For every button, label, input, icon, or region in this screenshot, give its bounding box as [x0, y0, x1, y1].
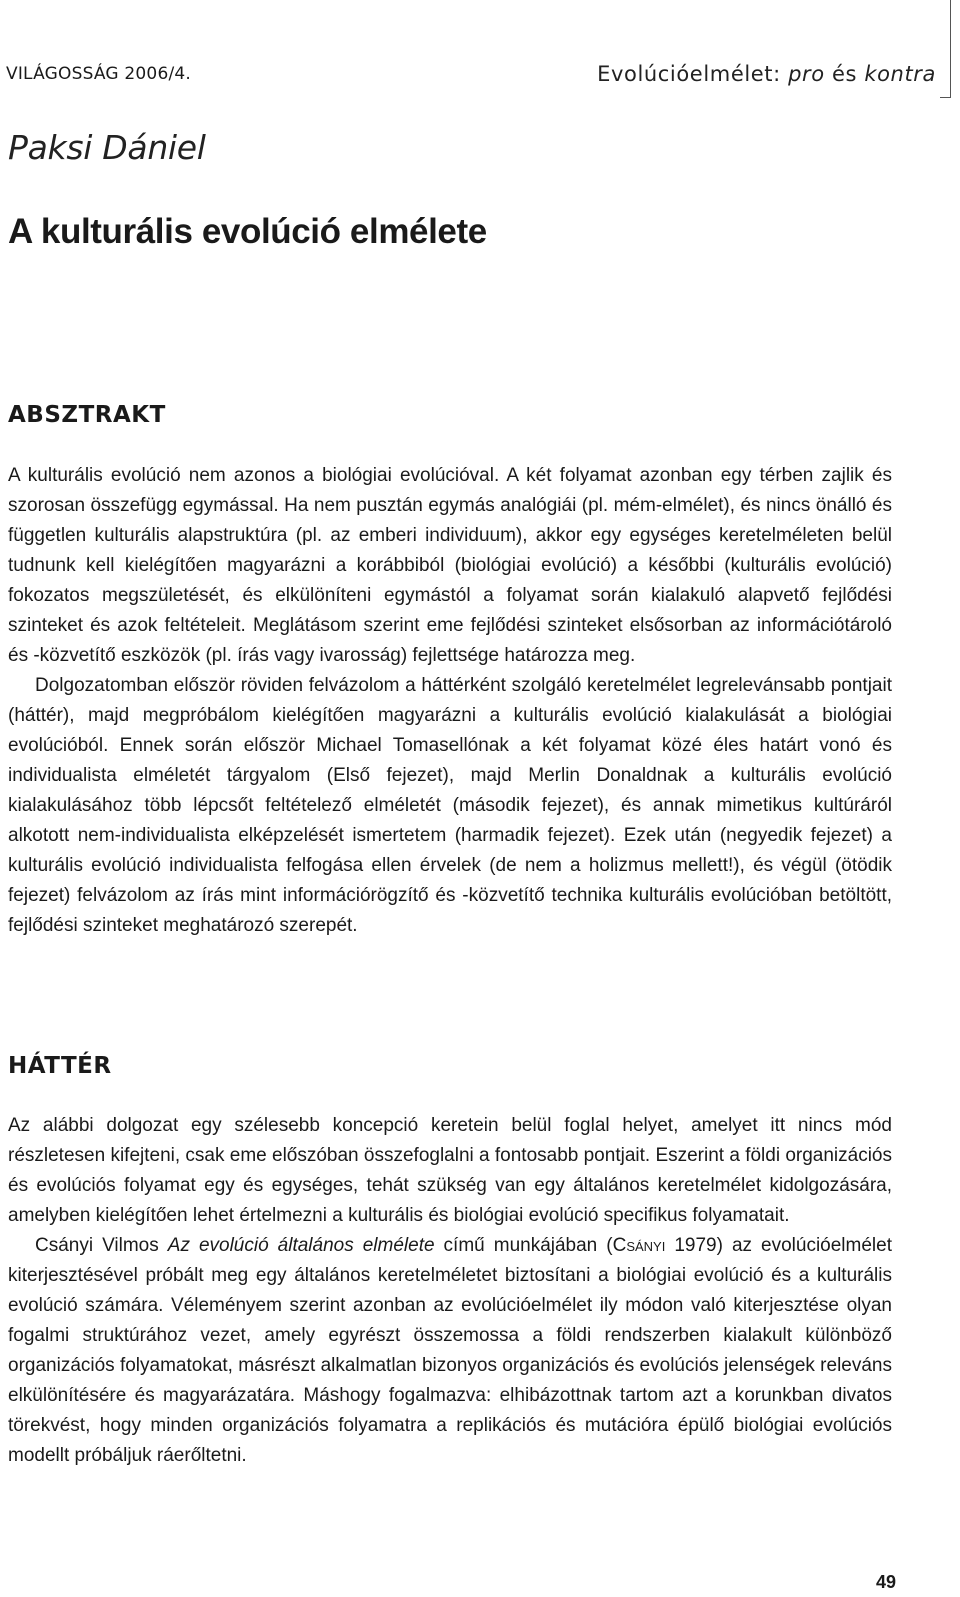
- section-title: [597, 62, 936, 86]
- journal-issue: VILÁGOSSÁG 2006/4.: [6, 64, 192, 84]
- hatter-p2-rest: 1979) az evolúcióelmélet kiterjesztésével próbált meg egy általános keretelméletet biztosítani a biológiai evolúció és a kulturális evolúció számára. Véleményem szerint azonban az evolúcióelmélet ily módon való kiterjesztése olyan fogalmi struktúrához vezet, amely egyrészt összemossa a földi rendszerben kialakult különböző organizációs folyamatokat, másrészt alkalmatlan bizonyos organizációs és evolúciós jelenségek releváns elkülönítésére és magyarázatára. Máshogy fogalmazva: elhibázottnak tartom azt a korunkban divatos törekvést, hogy minden organizációs folyamatra a replikációs és mutációra épülő biológiai evolúciós modellt próbáljuk ráerőltetni.: [8, 1235, 892, 1466]
- hatter-paragraph-1: Az alábbi dolgozat egy szélesebb koncepció keretein belül foglal helyet, amelyet itt nincs mód részletesen kifejteni, csak eme előszóban összefoglalni a fontosabb pontjait. Eszerint a földi organizációs és evolúciós folyamat egy és egységes, tehát szükség van egy általános keretelmélet kidolgozására, amelyben kielégítően lehet értelmezni a kulturális és biológiai evolúció specifikus folyamatait.: [8, 1115, 893, 1226]
- hatter-paragraph-2: [8, 1231, 892, 1471]
- running-header: [0, 0, 960, 100]
- abstract-heading: ABSZTRAKT: [8, 402, 166, 428]
- page-number: 49: [876, 1572, 897, 1592]
- abstract-paragraph-1: A kulturális evolúció nem azonos a biológiai evolúcióval. A két folyamat azonban egy térben zajlik és szorosan összefügg egymással. Ha nem pusztán egymás analógiái (pl. mém-elmélet), és nincs önálló és független kulturális alapstruktúra (pl. az emberi individuum), akkor egy egységes keretelméleten belül tudnunk kell kielégítően magyarázni a korábbiból (biológiai evolúció) a későbbi (kulturális evolúció) fokozatos megszületését, és elkülöníteni egymástól a folyamat során kialakuló alapvető fejlődési szinteket és azok feltételeit. Meglátásom szerint eme fejlődési szinteket elsősorban az információtároló és -közvetítő eszközök (pl. írás vagy ivarosság) fejlettsége határozza meg.: [8, 465, 892, 666]
- hatter-p2-mid: című munkájában (: [434, 1235, 613, 1256]
- article-title: A kulturális evolúció elmélete: [8, 212, 487, 251]
- header-rule-vertical: [950, 0, 951, 98]
- section-title-and: és: [824, 62, 865, 86]
- citation-author: Csányi: [612, 1235, 666, 1256]
- hatter-p2-start: Csányi Vilmos: [35, 1235, 168, 1256]
- abstract-body: [8, 461, 892, 941]
- section-title-kontra: kontra: [864, 62, 936, 86]
- hatter-body: [8, 1111, 892, 1471]
- header-rule-horizontal: [940, 97, 951, 98]
- book-title: Az evolúció általános elmélete: [167, 1235, 435, 1256]
- abstract-paragraph-2: Dolgozatomban először röviden felvázolom a háttérként szolgáló keretelmélet legrelevánsabb pontjait (háttér), majd megpróbálom kielégítően magyarázni a kulturális evolúció kialakulását a biológiai evolúcióból. Ennek során először Michael Tomasellónak a két folyamat közé éles határt vonó és individualista elméletét tárgyalom (Első fejezet), majd Merlin Donaldnak a kulturális evolúció kialakulásához több lépcsőt feltételező elméletét (második fejezet), és annak mimetikus kultúráról alkotott nem-individualista elképzelését ismertetem (harmadik fejezet). Ezek után (negyedik fejezet) a kulturális evolúció individualista felfogása ellen érvelek (de nem a holizmus mellett!), és végül (ötödik fejezet) felvázolom az írás mint információrögzítő és -közvetítő technika kulturális evolúcióban betöltött, fejlődési szinteket meghatározó szerepét.: [8, 675, 892, 936]
- article-author: Paksi Dániel: [8, 128, 206, 167]
- hatter-heading: HÁTTÉR: [8, 1053, 112, 1079]
- section-title-prefix: Evolúcióelmélet:: [597, 62, 789, 86]
- section-title-pro: pro: [788, 62, 825, 86]
